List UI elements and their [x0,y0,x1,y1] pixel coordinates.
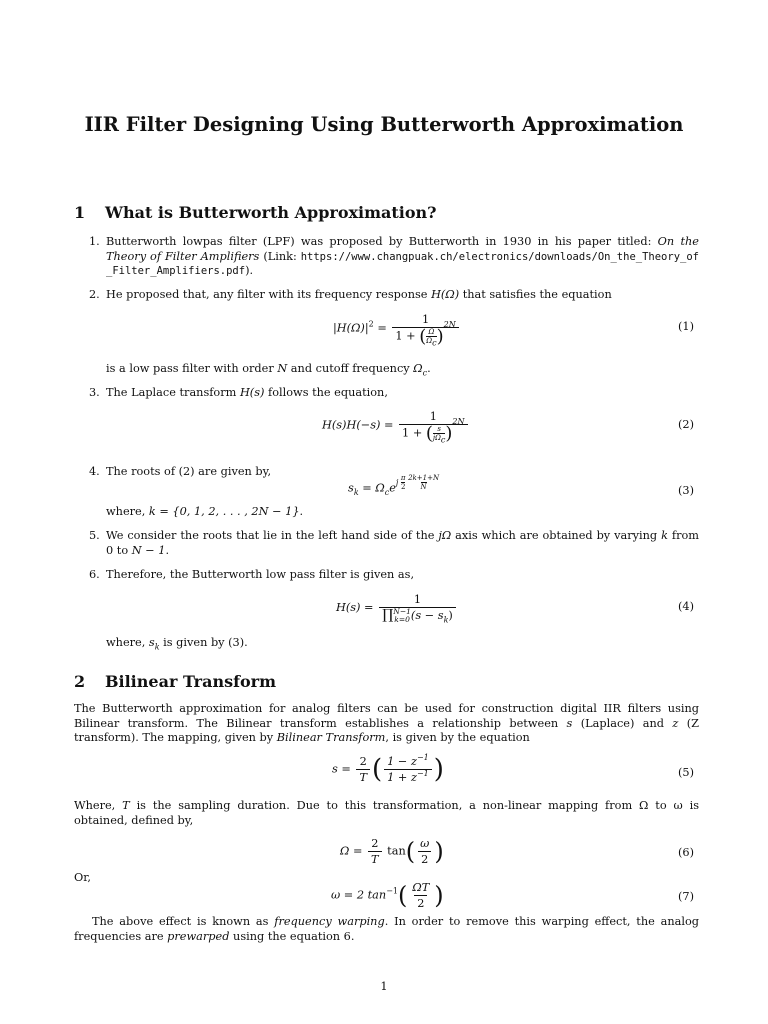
eq1-exponent: 2N [443,319,456,329]
eq1-inner-den-sub: c [432,338,437,348]
para-2-a: Where, [74,799,123,812]
item-6-where-a: where, [106,636,149,649]
eq3-lhs-sub: k [353,487,359,497]
item-2-after-c: . [427,362,431,375]
para-1-d: , is given by the equation [385,731,530,744]
equation-6: Ω = $\frac{2}{T}$ tan( $\frac{\omega}{2}$ ) [340,837,444,866]
item-4-where-b: . [299,505,304,518]
equation-5-number: (5) [677,766,694,779]
eq1-den-a: 1 + [395,329,420,343]
eq6-frac-den: T [368,851,382,867]
list-item-number: 6. [89,568,100,581]
item-1-text-b: (Link: [259,249,301,263]
item-2-after-text [106,362,431,377]
eq5-lhs: s = [332,762,351,776]
list-item-number: 5. [89,529,100,542]
equation-2-number: (2) [677,418,694,431]
item-5-text-b: axis which are obtained by varying [451,529,662,542]
page-number: 1 [380,980,388,993]
para-3-emphasis-2: prewarped [167,929,230,943]
eq4-prod-sup: N−1 [393,607,411,616]
eq3-exp-frac1-num: π [400,474,406,482]
eq2-inner-den: jΩ [432,434,441,442]
list-item-number: 3. [89,386,100,399]
eq3-e: e [389,481,396,495]
eq1-lhs-sup: 2 [368,319,374,329]
item-4-text: The roots of (2) are given by, [106,465,272,478]
para-1-emphasis: Bilinear Transform [276,731,386,744]
section-1-number: 1 [74,203,86,222]
eq3-exp-j: j [395,477,399,487]
math-s: s [566,716,573,730]
math-j-omega: jΩ [438,529,452,542]
item-1-text-c: ). [245,264,254,277]
math-H-Omega: H(Ω) [431,288,460,301]
section-2-paragraph-3 [74,915,699,944]
equation-7-number: (7) [677,890,694,903]
item-3-text-b: follows the equation, [264,386,388,399]
item-5-text-c: from 0 to [106,529,699,557]
para-3-c: using the equation 6. [229,929,355,943]
document-title: IIR Filter Designing Using Butterworth Approximation [84,113,684,136]
list-item-4 [89,465,699,480]
eq6-frac-num: 2 [371,837,379,850]
list-item-number: 2. [89,288,100,301]
item-3-text-a: The Laplace transform [106,386,240,399]
para-2-b: is the sampling duration. Due to this transformation, a non-linear mapping from Ω to ω is obtained, defined by, [74,799,699,827]
eq5-frac-num: 2 [359,755,367,768]
equation-3-number: (3) [677,484,694,497]
eq5-inner-num-sup: −1 [416,753,429,763]
eq5-frac-den: T [356,769,370,785]
eq3-exp-frac1-den: 2 [400,483,406,491]
list-item-number: 4. [89,465,100,478]
item-5-text-a: We consider the roots that lie in the left hand side of the [106,529,439,542]
para-1-c: (Z transform). The mapping, given by [74,716,699,744]
section-1-title: What is Butterworth Approximation? [105,203,437,222]
eq2-lhs: H(s)H(−s) = [322,418,394,432]
item-5-text-d: . [165,543,170,557]
math-k: k [661,529,668,542]
list-item-1 [89,235,699,279]
paper-title: On the Theory of Filter Amplifiers [106,235,699,263]
math-omega-c-sub: c [422,368,428,378]
eq4-den-c: ) [448,609,453,622]
equation-1: $|H(\Omega)|^2$ = 1 1 + ( $\frac{\Omega}{\Omega_c}$ )$^{2N}$ [333,312,461,345]
or-text: Or, [74,871,92,884]
eq3-exp-frac2-num: 2k+1+N [408,474,440,482]
para-3-emphasis-1: frequency warping [274,915,385,928]
eq3-rhs-sub: c [384,487,390,497]
equation-6-number: (6) [677,846,694,859]
eq6-function: tan [383,844,406,858]
para-1-b: (Laplace) and [572,716,673,730]
eq5-inner-den-sup: −1 [416,769,429,779]
list-item-3 [89,386,699,401]
math-s-k: s [148,636,155,649]
math-n-minus-1: N − 1 [131,543,166,557]
eq4-lhs: H(s) = [336,601,374,614]
eq1-lhs: |H(Ω)| [333,321,369,335]
item-2-text-b: that satisfies the equation [459,288,612,301]
eq4-product-symbol: ∏ [382,607,394,623]
math-N: N [277,362,288,375]
equation-4 [336,592,458,624]
equation-1-number: (1) [677,320,694,333]
eq7-arg-den: 2 [414,895,427,911]
item-6-where [106,636,248,651]
item-6-where-b: is given by (3). [159,636,248,649]
eq6-arg-den: 2 [418,851,431,867]
math-z: z [672,716,679,730]
eq3-lhs: s [348,481,354,495]
section-1-heading [74,203,437,223]
eq4-den-sub: k [443,615,449,625]
math-s-k-sub: k [154,642,160,652]
list-item-6 [89,568,699,583]
eq2-den-a: 1 + [402,426,426,440]
list-item-5 [89,529,699,558]
item-2-after-a: is a low pass filter with order [106,362,278,375]
eq7-sup: −1 [386,886,398,896]
math-k-set: k = {0, 1, 2, . . . , 2N − 1} [148,505,300,518]
item-2-text-a: He proposed that, any filter with its frequency response [106,288,432,301]
section-2-title: Bilinear Transform [105,672,277,691]
equation-7: ω = 2 $\tan^{-1}$( $\frac{\Omega T}{2}$ ) [331,881,444,910]
equation-3 [348,474,440,498]
para-1-a: The Butterworth approximation for analog filters can be used for construction digital IIR filters using Bilinear transform. The Bilinear transform establishes a relationship between [74,702,699,730]
item-6-text: Therefore, the Butterworth low pass filter is given as, [106,568,415,581]
item-4-where-a: where, [106,505,149,518]
eq5-inner-num: 1 − z [387,755,417,768]
eq3-exp-frac2-den: N [420,483,427,491]
paper-link[interactable]: https://www.changpuak.ch/electronics/downloads/On_the_Theory_of_Filter_Amplifiers.pdf [106,250,699,277]
eq4-den-b: (s − s [410,609,444,622]
eq1-inner-den: Ω [426,337,433,345]
eq1-numerator: 1 [421,313,430,326]
item-2-after-b: and cutoff frequency [287,362,414,375]
section-2-paragraph-1 [74,702,699,746]
item-4-where [106,505,303,520]
section-2-paragraph-2 [74,799,699,828]
section-2-number: 2 [74,672,86,691]
eq2-inner-num: s [437,425,441,433]
equation-5: s = $\frac{2}{T}$ ( $\frac{1 - z^{-1}}{1 + z^{-1}}$ ) [332,753,444,785]
eq4-numerator: 1 [413,593,422,606]
eq7-lhs: ω = 2 tan [331,888,387,902]
item-1-text: Butterworth lowpas filter (LPF) was proposed by Butterworth in 1930 in his paper titled: [106,235,658,248]
math-omega-c: Ω [413,362,423,375]
equation-4-number: (4) [677,600,694,613]
para-3-a: The above effect is known as [92,915,275,928]
math-H-s: H(s) [239,386,265,399]
eq6-lhs: Ω = [340,844,363,858]
equation-2: H(s)H(−s) = 1 1 + ( s $j\Omega_c$ )$^{2N}$ [322,409,470,442]
list-item-2 [89,288,699,303]
eq2-numerator: 1 [429,410,437,423]
eq3-rhs: = Ω [362,481,385,495]
eq2-inner-den-sub: c [440,435,446,445]
para-3-b: . In order to remove this warping effect, the analog frequencies are [74,915,699,943]
eq2-exponent: 2N [452,416,465,426]
eq7-arg-num: ΩT [412,881,430,894]
math-T: T [122,799,130,812]
eq5-inner-den: 1 + z [387,771,417,784]
section-2-heading [74,672,276,692]
eq1-inner-num: Ω [428,328,435,336]
list-item-number: 1. [89,235,100,248]
eq6-arg-num: ω [420,837,430,850]
eq4-prod-sub: k=0 [394,615,410,624]
